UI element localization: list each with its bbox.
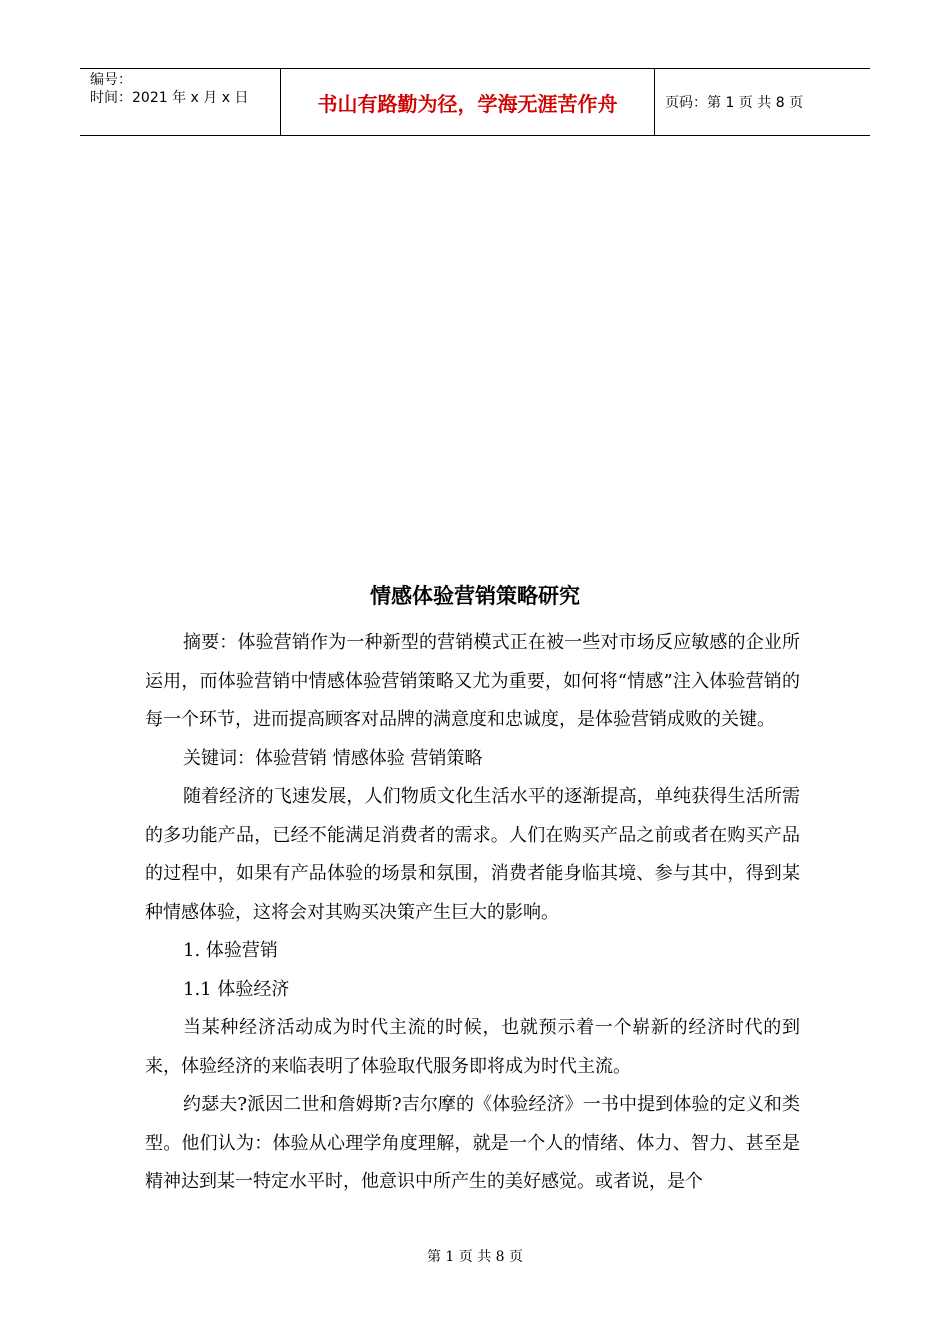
keywords-paragraph: 关键词：体验营销 情感体验 营销策略 bbox=[183, 747, 483, 769]
document-title: 情感体验营销策略研究 bbox=[370, 584, 580, 608]
abstract-paragraph: 摘要：体验营销作为一种新型的营销模式正在被一些对市场反应敏感的企业所运用，而体验营销中情感体验营销策略又尤为重要，如何将“情感”注入体验营销的每一个环节，进而提高顾客对品牌的满意度和忠诚度，是体验营销成败的关键。 bbox=[145, 632, 800, 730]
header-page-info: 页码：第 1 页 共 8 页 bbox=[665, 95, 804, 111]
subsection-heading: 1.1 体验经济 bbox=[183, 978, 290, 1000]
document-body bbox=[145, 624, 800, 1202]
header-motto: 书山有路勤为径，学海无涯苦作舟 bbox=[281, 69, 655, 135]
body-paragraph: 当某种经济活动成为时代主流的时候，也就预示着一个崭新的经济时代的到来，体验经济的来临表明了体验取代服务即将成为时代主流。 bbox=[145, 1017, 800, 1077]
header-meta bbox=[80, 69, 281, 135]
serial-label: 编号： bbox=[90, 72, 132, 88]
section-heading: 1. 体验营销 bbox=[183, 940, 278, 961]
time-label: 时间：2021 年 x 月 x 日 bbox=[90, 90, 249, 106]
body-paragraph: 约瑟夫?派因二世和詹姆斯?吉尔摩的《体验经济》一书中提到体验的定义和类型。他们认为：体验从心理学角度理解，就是一个人的情绪、体力、智力、甚至是精神达到某一特定水平时，他意识中所产生的美好感觉。或者说，是个 bbox=[145, 1094, 800, 1192]
body-paragraph: 随着经济的飞速发展，人们物质文化生活水平的逐渐提高，单纯获得生活所需的多功能产品，已经不能满足消费者的需求。人们在购买产品之前或者在购买产品的过程中，如果有产品体验的场景和氛围，消费者能身临其境、参与其中，得到某种情感体验，这将会对其购买决策产生巨大的影响。 bbox=[145, 786, 800, 923]
page-header bbox=[80, 68, 870, 136]
page-footer: 第 1 页 共 8 页 bbox=[426, 1249, 524, 1265]
